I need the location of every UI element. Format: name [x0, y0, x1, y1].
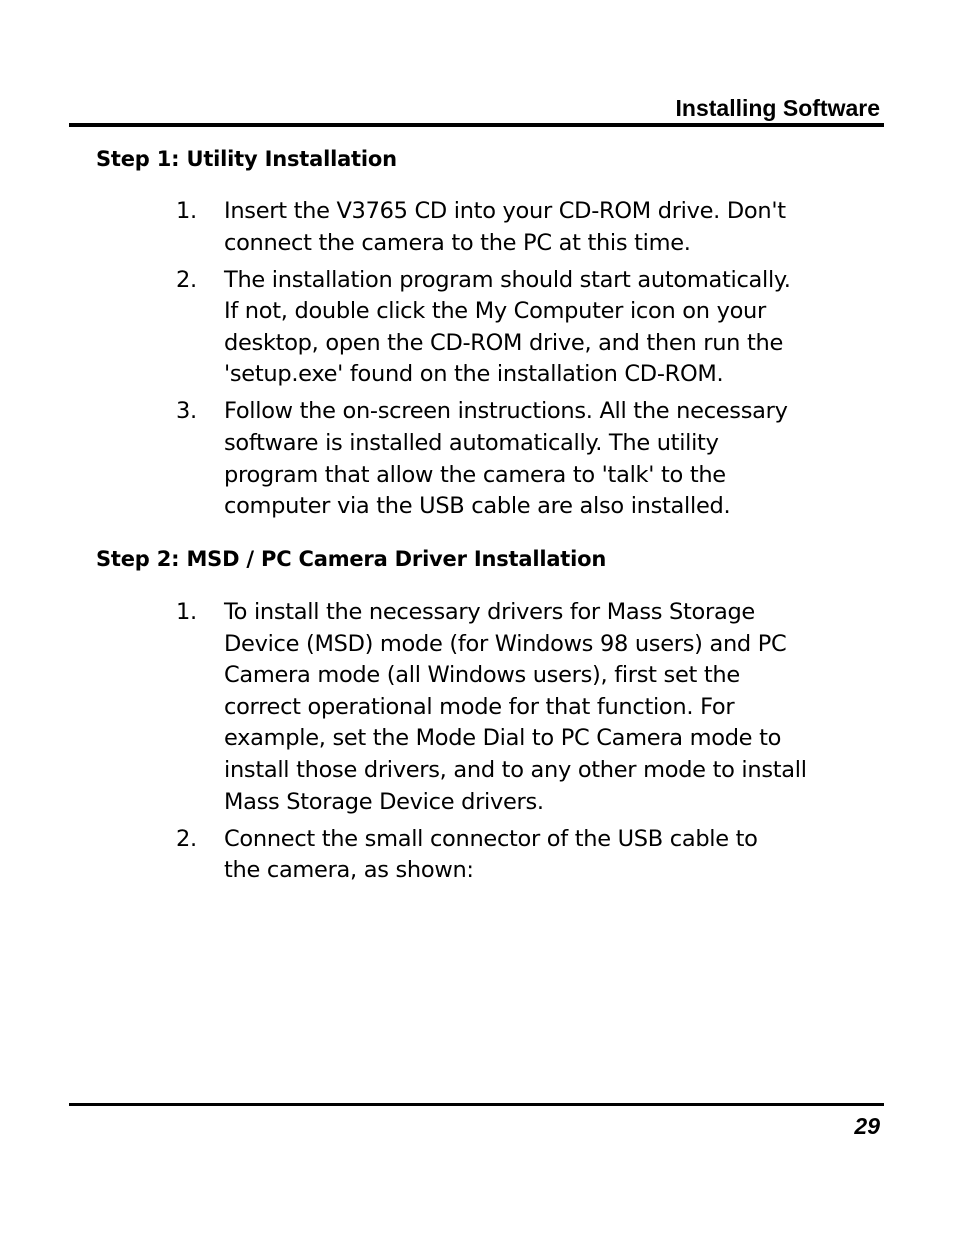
list-item-line: To install the necessary drivers for Mass Storage — [224, 599, 755, 625]
page-header-title: Installing Software — [675, 95, 880, 121]
list-item-line: 'setup.exe' found on the installation CD-ROM. — [224, 361, 724, 388]
list-item-number: 3. — [176, 398, 197, 425]
list-item-line: software is installed automatically. The utility — [224, 429, 719, 456]
list-item-number: 1. — [176, 198, 197, 224]
list-item-line: Mass Storage Device drivers. — [224, 788, 544, 815]
list-item-line: install those drivers, and to any other mode to install — [224, 756, 807, 783]
step-1-list — [176, 196, 886, 528]
list-item-line: the camera, as shown: — [224, 857, 474, 884]
list-item-line: desktop, open the CD-ROM drive, and then run the — [224, 329, 784, 356]
list-item-line: Device (MSD) mode (for Windows 98 users) and PC — [224, 630, 787, 657]
step-2-list — [176, 597, 886, 892]
list-item-line: The installation program should start automatically. — [224, 266, 791, 293]
list-item-line: If not, double click the My Computer icon on your — [224, 298, 766, 325]
section-heading-step-1: Step 1: Utility Installation — [96, 147, 397, 171]
list-item-line: Insert the V3765 CD into your CD-ROM drive. Don't — [224, 198, 786, 224]
list-item-number: 1. — [176, 599, 197, 625]
list-item — [176, 597, 886, 818]
list-item-number: 2. — [176, 266, 197, 293]
list-item — [176, 265, 886, 391]
list-item-line: correct operational mode for that function. For — [224, 693, 735, 720]
list-item-line: Connect the small connector of the USB cable to — [224, 825, 758, 852]
list-item-line: program that allow the camera to 'talk' to the — [224, 461, 726, 488]
footer-rule — [69, 1103, 884, 1106]
header-rule — [69, 123, 884, 127]
list-item — [176, 396, 886, 522]
list-item-line: Follow the on-screen instructions. All the necessary — [224, 398, 788, 425]
list-item — [176, 824, 886, 887]
list-item-line: connect the camera to the PC at this time. — [224, 229, 691, 256]
list-item-line: Camera mode (all Windows users), first set the — [224, 662, 740, 689]
page-number: 29 — [854, 1113, 880, 1139]
list-item-line: computer via the USB cable are also installed. — [224, 493, 731, 520]
list-item-line: example, set the Mode Dial to PC Camera mode to — [224, 725, 782, 752]
list-item — [176, 196, 886, 259]
section-heading-step-2: Step 2: MSD / PC Camera Driver Installation — [96, 547, 607, 571]
list-item-number: 2. — [176, 825, 197, 852]
